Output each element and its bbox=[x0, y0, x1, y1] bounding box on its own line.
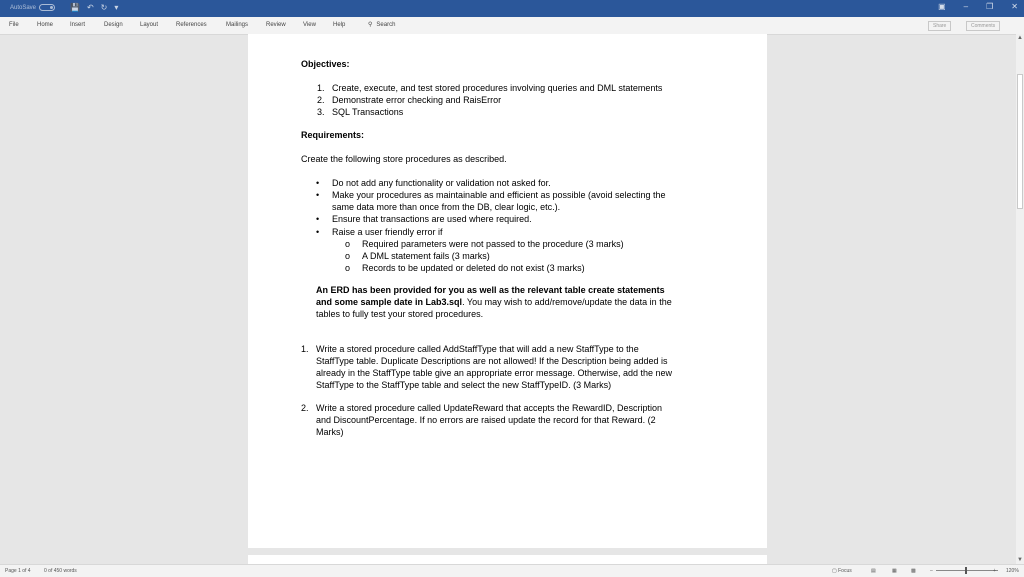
focus-icon: ▢ bbox=[832, 568, 837, 574]
zoom-level[interactable]: 120% bbox=[1006, 568, 1019, 574]
minimize-icon[interactable]: – bbox=[963, 2, 969, 11]
vertical-scrollbar[interactable] bbox=[1016, 34, 1024, 564]
erd-file-name: Lab3.sql bbox=[425, 297, 463, 307]
tab-review[interactable]: Review bbox=[266, 22, 286, 28]
sub-list-item: Records to be updated or deleted do not exist (3 marks) bbox=[362, 263, 585, 273]
task-line: Marks) bbox=[316, 427, 344, 437]
undo-icon[interactable]: ↶ bbox=[86, 3, 94, 12]
zoom-slider-handle[interactable] bbox=[965, 567, 967, 574]
comments-button[interactable]: Comments bbox=[966, 21, 1000, 31]
restore-icon[interactable]: ❐ bbox=[986, 2, 994, 11]
circle-bullet-icon: o bbox=[345, 263, 351, 273]
tab-home[interactable]: Home bbox=[37, 22, 54, 28]
word-count[interactable]: 0 of 450 words bbox=[44, 568, 77, 574]
tab-insert[interactable]: Insert bbox=[70, 22, 86, 28]
customize-qat-icon[interactable]: ▾ bbox=[114, 3, 119, 12]
status-bar bbox=[0, 564, 1024, 577]
list-number: 2. bbox=[317, 95, 325, 105]
task-line: Write a stored procedure called AddStaffType that will add a new StaffType to the bbox=[316, 344, 639, 354]
list-item: SQL Transactions bbox=[332, 107, 404, 117]
search-icon: ⚲ bbox=[368, 22, 373, 28]
sub-list-item: Required parameters were not passed to the procedure (3 marks) bbox=[362, 239, 624, 249]
objectives-heading: Objectives: bbox=[301, 59, 350, 69]
ribbon-display-icon[interactable]: ▣ bbox=[938, 2, 946, 11]
tab-references[interactable]: References bbox=[176, 22, 207, 28]
bullet-icon: • bbox=[316, 227, 320, 237]
requirements-heading: Requirements: bbox=[301, 130, 365, 140]
list-item: Make your procedures as maintainable and efficient as possible (avoid selecting the bbox=[332, 190, 666, 200]
bullet-icon: • bbox=[316, 190, 320, 200]
bullet-icon: • bbox=[316, 214, 320, 224]
list-item: same data more than once from the DB, clear logic, etc.). bbox=[332, 202, 561, 212]
read-mode-icon[interactable]: ▤ bbox=[871, 568, 876, 574]
sub-list-item: A DML statement fails (3 marks) bbox=[362, 251, 490, 261]
autosave-label: AutoSave bbox=[10, 4, 37, 11]
quick-access-toolbar bbox=[70, 3, 118, 12]
list-item: Ensure that transactions are used where required. bbox=[332, 214, 532, 224]
ribbon-tab-bar bbox=[0, 17, 1024, 35]
tab-design[interactable]: Design bbox=[104, 22, 123, 28]
window-controls bbox=[938, 2, 1018, 11]
task-line: Write a stored procedure called UpdateReward that accepts the RewardID, Description bbox=[316, 403, 663, 413]
circle-bullet-icon: o bbox=[345, 239, 351, 249]
tab-view[interactable]: View bbox=[303, 22, 316, 28]
tab-mailings[interactable]: Mailings bbox=[226, 22, 249, 28]
focus-label: Focus bbox=[838, 568, 852, 574]
circle-bullet-icon: o bbox=[345, 251, 351, 261]
page-count[interactable]: Page 1 of 4 bbox=[5, 568, 31, 574]
list-item: Create, execute, and test stored procedures involving queries and DML statements bbox=[332, 83, 663, 93]
list-item: Raise a user friendly error if bbox=[332, 227, 443, 237]
erd-note-line: tables to fully test your stored procedures. bbox=[316, 309, 484, 319]
erd-note-bold: and some sample date in bbox=[316, 297, 426, 307]
erd-note-line: An ERD has been provided for you as well as the relevant table create statements bbox=[316, 285, 665, 295]
scroll-thumb[interactable] bbox=[1017, 74, 1023, 209]
document-body bbox=[248, 34, 767, 548]
erd-note-rest: . You may wish to add/remove/update the data in the bbox=[462, 297, 672, 307]
autosave-toggle[interactable] bbox=[39, 4, 55, 11]
bullet-icon: • bbox=[316, 178, 320, 188]
task-line: already in the StaffType table give an appropriate error message. Otherwise, add the new bbox=[316, 368, 673, 378]
web-layout-icon[interactable]: ▩ bbox=[911, 568, 916, 574]
save-icon[interactable]: 💾 bbox=[70, 3, 80, 12]
task-number: 2. bbox=[301, 403, 309, 413]
focus-button[interactable] bbox=[832, 568, 852, 574]
close-icon[interactable]: ✕ bbox=[1011, 2, 1018, 11]
redo-icon[interactable]: ↻ bbox=[100, 3, 108, 12]
requirements-intro: Create the following store procedures as described. bbox=[301, 154, 507, 164]
scroll-down-icon[interactable]: ▼ bbox=[1017, 557, 1023, 563]
autosave-control[interactable] bbox=[10, 4, 55, 11]
list-item: Do not add any functionality or validation not asked for. bbox=[332, 178, 551, 188]
zoom-slider[interactable] bbox=[936, 570, 998, 571]
task-line: StaffType table. Duplicate Descriptions are not allowed! If the Description being added is bbox=[316, 356, 668, 366]
document-page[interactable] bbox=[248, 34, 767, 548]
zoom-out-icon[interactable]: – bbox=[930, 568, 933, 574]
erd-note-line bbox=[316, 296, 672, 308]
zoom-in-icon[interactable]: + bbox=[993, 568, 996, 574]
print-layout-icon[interactable]: ▦ bbox=[892, 568, 897, 574]
list-number: 1. bbox=[317, 83, 325, 93]
share-button[interactable]: Share bbox=[928, 21, 951, 31]
task-line: StaffType to the StaffType table and select the new StaffTypeID. (3 Marks) bbox=[316, 380, 612, 390]
scroll-up-icon[interactable]: ▲ bbox=[1017, 35, 1023, 41]
tab-file[interactable]: File bbox=[9, 22, 19, 28]
task-line: and DiscountPercentage. If no errors are raised update the record for that Reward. (2 bbox=[316, 415, 656, 425]
search-label: Search bbox=[376, 21, 396, 28]
list-item: Demonstrate error checking and RaisError bbox=[332, 95, 502, 105]
tab-layout[interactable]: Layout bbox=[140, 22, 159, 28]
list-number: 3. bbox=[317, 107, 325, 117]
title-bar bbox=[0, 0, 1024, 17]
search-box[interactable] bbox=[368, 21, 395, 28]
task-number: 1. bbox=[301, 344, 309, 354]
tab-help[interactable]: Help bbox=[333, 22, 346, 28]
